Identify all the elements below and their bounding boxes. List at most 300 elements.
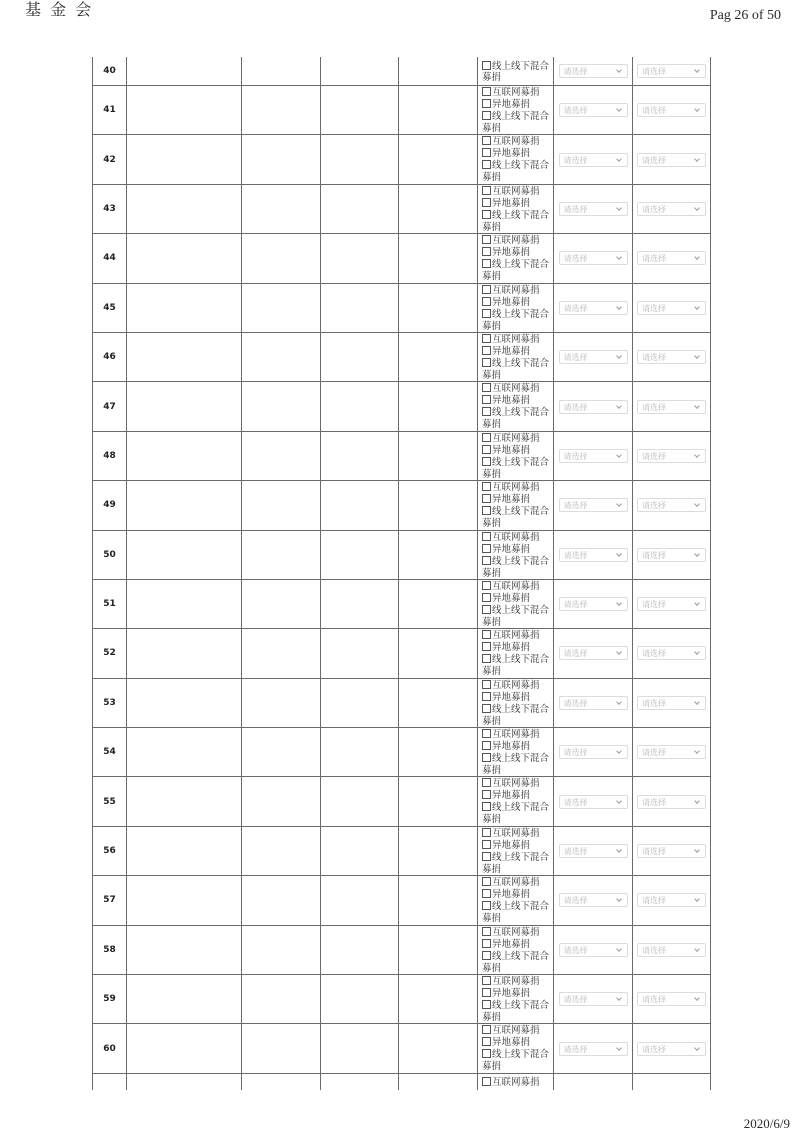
empty-cell: [126, 86, 241, 134]
checkbox-option[interactable]: [482, 247, 551, 259]
checkbox-option[interactable]: [482, 976, 551, 988]
checkbox-option[interactable]: [482, 741, 551, 753]
checkbox-label: 互联网募捐: [492, 383, 540, 395]
select-cell: [632, 234, 711, 282]
empty-cell: [398, 1074, 477, 1090]
chevron-down-icon: [616, 403, 622, 409]
checkbox-option[interactable]: [482, 778, 551, 790]
checkbox[interactable]: [482, 988, 491, 997]
checkbox-option[interactable]: [482, 1000, 551, 1023]
checkbox-label: 异地募捐: [492, 345, 531, 357]
checkbox-option[interactable]: [482, 383, 551, 395]
first-dropdown[interactable]: [559, 1042, 628, 1056]
checkbox-option[interactable]: [482, 506, 551, 529]
checkbox[interactable]: [482, 186, 491, 195]
chevron-down-icon: [694, 205, 700, 211]
checkbox[interactable]: [482, 642, 491, 651]
chevron-down-icon: [694, 995, 700, 1001]
empty-cell: [398, 827, 477, 875]
chevron-down-icon: [616, 847, 622, 853]
chevron-down-icon: [694, 650, 700, 656]
chevron-down-icon: [616, 67, 622, 73]
checkbox-option[interactable]: [482, 939, 551, 951]
checkbox[interactable]: [482, 309, 491, 318]
row-number-cell: [92, 926, 126, 974]
checkbox[interactable]: [482, 877, 491, 886]
dropdown-placeholder: 请选择: [642, 847, 666, 857]
row-number-cell: [92, 185, 126, 233]
checkbox[interactable]: [482, 544, 491, 553]
checkbox-option[interactable]: [482, 692, 551, 704]
checkbox-option[interactable]: [482, 309, 551, 332]
empty-cell: [320, 86, 398, 134]
select-cell: [553, 135, 632, 183]
chevron-down-icon: [694, 798, 700, 804]
checkbox-label: 互联网募捐: [492, 778, 540, 790]
empty-cell: [398, 876, 477, 924]
second-dropdown[interactable]: [637, 350, 706, 364]
checkbox[interactable]: [482, 828, 491, 837]
first-dropdown[interactable]: [559, 696, 628, 710]
empty-cell: [126, 531, 241, 579]
footer-date: 2020/6/9: [743, 1116, 790, 1131]
second-dropdown[interactable]: [637, 1042, 706, 1056]
row-number: 60: [103, 1043, 116, 1054]
select-cell: [632, 580, 711, 628]
checkbox-label: 异地募捐: [492, 592, 531, 604]
checkbox-option[interactable]: [482, 852, 551, 875]
checkbox-option[interactable]: [482, 840, 551, 852]
checkbox[interactable]: [482, 334, 491, 343]
dropdown-placeholder: 请选择: [642, 600, 666, 610]
dropdown-placeholder: 请选择: [563, 303, 588, 313]
checkbox[interactable]: [482, 87, 491, 96]
checkbox[interactable]: [482, 297, 491, 306]
first-dropdown[interactable]: [559, 400, 628, 414]
select-cell: [553, 57, 632, 85]
checkbox-option[interactable]: [482, 1077, 551, 1088]
checkbox[interactable]: [482, 741, 491, 750]
empty-cell: [241, 481, 320, 529]
checkbox-option[interactable]: [482, 407, 551, 430]
checkbox-option[interactable]: [482, 654, 551, 677]
checkbox[interactable]: [482, 840, 491, 849]
checkbox[interactable]: [482, 210, 491, 219]
row-number: 56: [103, 846, 116, 857]
checkbox-option[interactable]: [482, 753, 551, 776]
checkbox[interactable]: [482, 901, 491, 910]
dropdown-placeholder: 请选择: [563, 204, 588, 214]
checkbox[interactable]: [482, 247, 491, 256]
first-dropdown[interactable]: [559, 597, 628, 611]
empty-cell: [126, 679, 241, 727]
checkbox[interactable]: [482, 433, 491, 442]
checkbox-label: 互联网募捐: [492, 136, 540, 148]
dropdown-placeholder: 请选择: [563, 945, 588, 955]
first-dropdown[interactable]: [559, 350, 628, 364]
second-dropdown[interactable]: [637, 795, 706, 809]
dropdown-placeholder: 请选择: [563, 995, 588, 1005]
first-dropdown[interactable]: [559, 153, 628, 167]
empty-cell: [398, 629, 477, 677]
checkbox-option[interactable]: [482, 297, 551, 309]
checkbox-label: 互联网募捐: [492, 235, 540, 247]
checkbox[interactable]: [482, 1049, 491, 1058]
table-row: [92, 777, 711, 826]
checkbox[interactable]: [482, 1000, 491, 1009]
select-cell: [553, 580, 632, 628]
first-dropdown[interactable]: [559, 646, 628, 660]
checkbox-label: 线上线下混合募捐: [482, 407, 550, 431]
row-number-cell: [92, 333, 126, 381]
chevron-down-icon: [616, 1045, 622, 1051]
chevron-down-icon: [694, 501, 700, 507]
dropdown-placeholder: 请选择: [642, 995, 666, 1005]
checkbox-label: 异地募捐: [492, 494, 531, 506]
checkbox-option[interactable]: [482, 605, 551, 628]
fundraising-method-cell: [477, 876, 553, 924]
checkbox-option[interactable]: [482, 87, 551, 99]
first-dropdown[interactable]: [559, 795, 628, 809]
checkbox-label: 异地募捐: [492, 790, 531, 802]
fundraising-method-cell: [477, 531, 553, 579]
checkbox-option[interactable]: [482, 729, 551, 741]
checkbox[interactable]: [482, 160, 491, 169]
checkbox-option[interactable]: [482, 877, 551, 889]
row-number-cell: [92, 827, 126, 875]
checkbox[interactable]: [482, 148, 491, 157]
empty-cell: [126, 580, 241, 628]
checkbox[interactable]: [482, 383, 491, 392]
dropdown-placeholder: 请选择: [642, 254, 666, 264]
checkbox-option[interactable]: [482, 445, 551, 457]
first-dropdown[interactable]: [559, 449, 628, 463]
checkbox[interactable]: [482, 729, 491, 738]
checkbox-label: 互联网募捐: [492, 432, 540, 444]
checkbox-label: 异地募捐: [492, 247, 531, 259]
first-dropdown[interactable]: [559, 992, 628, 1006]
checkbox-option[interactable]: [482, 802, 551, 825]
row-number-cell: [92, 679, 126, 727]
checkbox-option[interactable]: [482, 1049, 551, 1072]
checkbox-option[interactable]: [482, 136, 551, 148]
dropdown-placeholder: 请选择: [563, 402, 588, 412]
checkbox-option[interactable]: [482, 259, 551, 282]
checkbox[interactable]: [482, 692, 491, 701]
chevron-down-icon: [616, 650, 622, 656]
checkbox[interactable]: [482, 358, 491, 367]
checkbox-label: 线上线下混合募捐: [482, 901, 550, 925]
checkbox[interactable]: [482, 111, 491, 120]
first-dropdown[interactable]: [559, 202, 628, 216]
dropdown-placeholder: 请选择: [563, 698, 588, 708]
checkbox-option[interactable]: [482, 951, 551, 974]
select-cell: [632, 975, 711, 1023]
row-number-cell: [92, 284, 126, 332]
empty-cell: [398, 234, 477, 282]
empty-cell: [126, 284, 241, 332]
checkbox-option[interactable]: [482, 99, 551, 111]
first-dropdown[interactable]: [559, 64, 628, 78]
checkbox-option[interactable]: [482, 927, 551, 939]
row-number: 51: [103, 599, 116, 610]
checkbox-option[interactable]: [482, 395, 551, 407]
fundraising-method-cell: [477, 284, 553, 332]
empty-cell: [241, 629, 320, 677]
checkbox-label: 异地募捐: [492, 543, 531, 555]
checkbox[interactable]: [482, 852, 491, 861]
checkbox[interactable]: [482, 259, 491, 268]
checkbox[interactable]: [482, 593, 491, 602]
first-dropdown[interactable]: [559, 893, 628, 907]
empty-cell: [126, 728, 241, 776]
checkbox-option[interactable]: [482, 544, 551, 556]
checkbox-option[interactable]: [482, 630, 551, 642]
dropdown-placeholder: 请选择: [642, 945, 666, 955]
first-dropdown[interactable]: [559, 943, 628, 957]
checkbox-option[interactable]: [482, 334, 551, 346]
chevron-down-icon: [694, 699, 700, 705]
first-dropdown[interactable]: [559, 251, 628, 265]
dropdown-placeholder: 请选择: [642, 698, 666, 708]
second-dropdown[interactable]: [637, 597, 706, 611]
checkbox-option[interactable]: [482, 433, 551, 445]
checkbox-label: 线上线下混合募捐: [482, 1049, 550, 1073]
chevron-down-icon: [616, 551, 622, 557]
checkbox-option[interactable]: [482, 494, 551, 506]
select-cell: [553, 975, 632, 1023]
checkbox-option[interactable]: [482, 889, 551, 901]
checkbox[interactable]: [482, 1037, 491, 1046]
checkbox[interactable]: [482, 395, 491, 404]
chevron-down-icon: [694, 600, 700, 606]
select-cell: [553, 1024, 632, 1072]
checkbox[interactable]: [482, 581, 491, 590]
table-row: [92, 679, 711, 728]
checkbox[interactable]: [482, 556, 491, 565]
dropdown-placeholder: 请选择: [642, 896, 666, 906]
checkbox-option[interactable]: [482, 704, 551, 727]
select-cell: [632, 86, 711, 134]
second-dropdown[interactable]: [637, 745, 706, 759]
checkbox[interactable]: [482, 407, 491, 416]
checkbox-label: 异地募捐: [492, 691, 531, 703]
first-dropdown[interactable]: [559, 301, 628, 315]
second-dropdown[interactable]: [637, 696, 706, 710]
checkbox[interactable]: [482, 939, 491, 948]
empty-cell: [241, 728, 320, 776]
select-cell: [632, 531, 711, 579]
second-dropdown[interactable]: [637, 202, 706, 216]
second-dropdown[interactable]: [637, 251, 706, 265]
checkbox[interactable]: [482, 61, 491, 70]
checkbox-option[interactable]: [482, 790, 551, 802]
checkbox[interactable]: [482, 494, 491, 503]
checkbox[interactable]: [482, 790, 491, 799]
row-number: 55: [103, 796, 116, 807]
first-dropdown[interactable]: [559, 548, 628, 562]
empty-cell: [398, 284, 477, 332]
first-dropdown[interactable]: [559, 844, 628, 858]
chevron-down-icon: [616, 304, 622, 310]
second-dropdown[interactable]: [637, 893, 706, 907]
second-dropdown[interactable]: [637, 844, 706, 858]
checkbox-option[interactable]: [482, 581, 551, 593]
checkbox[interactable]: [482, 532, 491, 541]
first-dropdown[interactable]: [559, 103, 628, 117]
checkbox-label: 互联网募捐: [492, 531, 540, 543]
row-number: 48: [103, 450, 116, 461]
checkbox[interactable]: [482, 680, 491, 689]
checkbox[interactable]: [482, 346, 491, 355]
second-dropdown[interactable]: [637, 992, 706, 1006]
checkbox-option[interactable]: [482, 111, 551, 134]
empty-cell: [241, 185, 320, 233]
checkbox-option[interactable]: [482, 828, 551, 840]
checkbox-option[interactable]: [482, 210, 551, 233]
checkbox[interactable]: [482, 1077, 491, 1086]
checkbox-option[interactable]: [482, 148, 551, 160]
empty-cell: [320, 629, 398, 677]
checkbox-option[interactable]: [482, 1037, 551, 1049]
select-cell: [632, 926, 711, 974]
second-dropdown[interactable]: [637, 548, 706, 562]
checkbox[interactable]: [482, 445, 491, 454]
second-dropdown[interactable]: [637, 943, 706, 957]
empty-cell: [398, 86, 477, 134]
checkbox[interactable]: [482, 889, 491, 898]
empty-cell: [126, 382, 241, 430]
checkbox-option[interactable]: [482, 901, 551, 924]
chevron-down-icon: [616, 205, 622, 211]
checkbox-label: 异地募捐: [492, 642, 531, 654]
fundraising-method-cell: [477, 234, 553, 282]
table-row: [92, 926, 711, 975]
checkbox[interactable]: [482, 927, 491, 936]
select-cell: [632, 481, 711, 529]
empty-cell: [398, 679, 477, 727]
checkbox[interactable]: [482, 704, 491, 713]
dropdown-placeholder: 请选择: [563, 600, 588, 610]
checkbox-option[interactable]: [482, 235, 551, 247]
empty-cell: [241, 432, 320, 480]
checkbox-option[interactable]: [482, 593, 551, 605]
empty-cell: [126, 926, 241, 974]
checkbox[interactable]: [482, 802, 491, 811]
checkbox-option[interactable]: [482, 358, 551, 381]
table-row: [92, 185, 711, 234]
checkbox-label: 线上线下混合募捐: [482, 703, 550, 727]
row-number: 42: [103, 154, 116, 165]
checkbox[interactable]: [482, 285, 491, 294]
second-dropdown[interactable]: [637, 400, 706, 414]
checkbox-option[interactable]: [482, 642, 551, 654]
row-number: 45: [103, 302, 116, 313]
dropdown-placeholder: 请选择: [642, 106, 666, 116]
second-dropdown[interactable]: [637, 498, 706, 512]
row-number-cell: [92, 382, 126, 430]
checkbox-option[interactable]: [482, 680, 551, 692]
checkbox-option[interactable]: [482, 285, 551, 297]
checkbox[interactable]: [482, 976, 491, 985]
checkbox[interactable]: [482, 136, 491, 145]
row-number: 52: [103, 648, 116, 659]
chevron-down-icon: [694, 748, 700, 754]
checkbox-option[interactable]: [482, 160, 551, 183]
chevron-down-icon: [694, 847, 700, 853]
empty-cell: [398, 185, 477, 233]
select-cell: [632, 382, 711, 430]
empty-cell: [398, 926, 477, 974]
chevron-down-icon: [616, 600, 622, 606]
second-dropdown[interactable]: [637, 301, 706, 315]
checkbox[interactable]: [482, 457, 491, 466]
checkbox[interactable]: [482, 506, 491, 515]
checkbox-option[interactable]: [482, 61, 551, 83]
first-dropdown[interactable]: [559, 745, 628, 759]
empty-cell: [241, 777, 320, 825]
row-number-cell: [92, 432, 126, 480]
checkbox-option[interactable]: [482, 556, 551, 579]
checkbox-label: 线上线下混合募捐: [482, 604, 550, 628]
checkbox-option[interactable]: [482, 346, 551, 358]
second-dropdown[interactable]: [637, 64, 706, 78]
checkbox[interactable]: [482, 951, 491, 960]
dropdown-placeholder: 请选择: [563, 649, 588, 659]
checkbox[interactable]: [482, 605, 491, 614]
second-dropdown[interactable]: [637, 646, 706, 660]
checkbox-option[interactable]: [482, 186, 551, 198]
checkbox-option[interactable]: [482, 532, 551, 544]
chevron-down-icon: [694, 304, 700, 310]
first-dropdown[interactable]: [559, 498, 628, 512]
checkbox[interactable]: [482, 654, 491, 663]
second-dropdown[interactable]: [637, 153, 706, 167]
checkbox-option[interactable]: [482, 988, 551, 1000]
dropdown-placeholder: 请选择: [642, 204, 666, 214]
checkbox[interactable]: [482, 753, 491, 762]
select-cell: [553, 827, 632, 875]
select-cell: [553, 531, 632, 579]
second-dropdown[interactable]: [637, 103, 706, 117]
fundraising-method-cell: [477, 827, 553, 875]
empty-cell: [241, 827, 320, 875]
select-cell: [632, 679, 711, 727]
empty-cell: [320, 284, 398, 332]
table-row: [92, 333, 711, 382]
checkbox[interactable]: [482, 99, 491, 108]
fundraising-method-cell: [477, 728, 553, 776]
checkbox-option[interactable]: [482, 457, 551, 480]
checkbox[interactable]: [482, 630, 491, 639]
checkbox-option[interactable]: [482, 1025, 551, 1037]
checkbox[interactable]: [482, 778, 491, 787]
row-number: 53: [103, 697, 116, 708]
checkbox-option[interactable]: [482, 198, 551, 210]
checkbox[interactable]: [482, 198, 491, 207]
checkbox[interactable]: [482, 235, 491, 244]
checkbox[interactable]: [482, 482, 491, 491]
checkbox[interactable]: [482, 1025, 491, 1034]
row-number-cell: [92, 1074, 126, 1090]
chevron-down-icon: [694, 897, 700, 903]
checkbox-label: 异地募捐: [492, 938, 531, 950]
second-dropdown[interactable]: [637, 449, 706, 463]
row-number-cell: [92, 57, 126, 85]
row-number: 40: [103, 66, 116, 76]
checkbox-option[interactable]: [482, 482, 551, 494]
fundraising-method-cell: [477, 1074, 553, 1090]
